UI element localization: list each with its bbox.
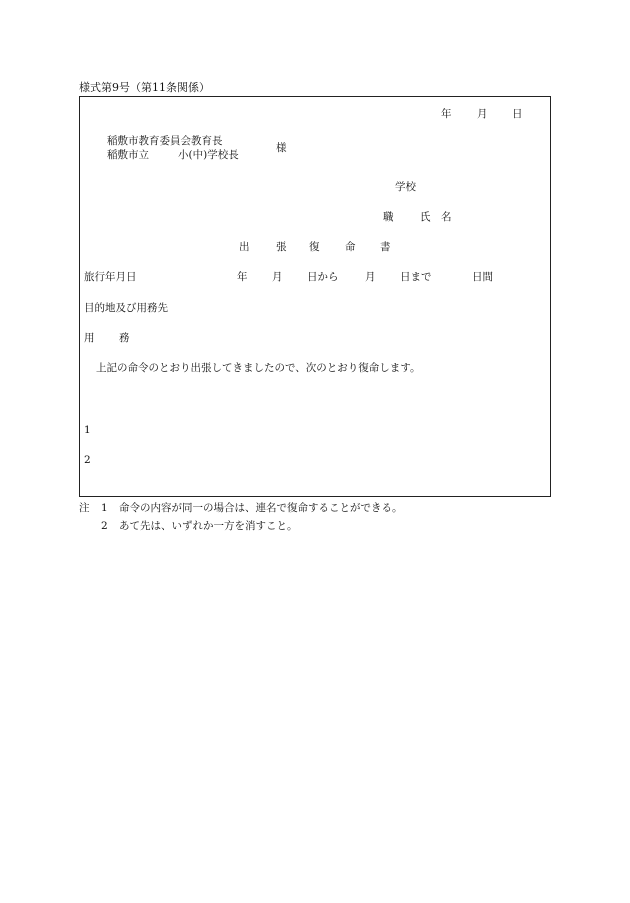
travel-day-until: 日まで	[400, 271, 432, 283]
travel-day-from: 日から	[307, 271, 339, 283]
note-text: 命令の内容が同一の場合は、連名で復命することができる。	[119, 502, 403, 514]
title-char: 書	[380, 241, 391, 253]
travel-date-label: 旅行年月日	[84, 271, 137, 283]
destination-label: 目的地及び用務先	[84, 302, 168, 314]
note-number: 1	[101, 502, 108, 514]
title-char: 出	[239, 241, 250, 253]
business-label-2: 務	[119, 332, 130, 344]
sender-position: 職	[383, 211, 394, 223]
business-label-1: 用	[84, 332, 95, 344]
report-statement: 上記の命令のとおり出張してきましたので、次のとおり復命します。	[96, 362, 421, 374]
sender-name-mei: 名	[441, 211, 452, 223]
title-char: 張	[276, 241, 287, 253]
travel-year: 年	[237, 271, 248, 283]
form-number-label: 様式第9号（第11条関係）	[79, 81, 210, 94]
addressee-honorific: 様	[276, 142, 287, 154]
date-day: 日	[512, 108, 523, 120]
addressee-school: 小(中)学校長	[178, 149, 239, 161]
date-month: 月	[477, 108, 488, 120]
addressee-line1: 稲敷市教育委員会教育長	[107, 135, 223, 147]
report-form	[79, 96, 551, 497]
title-char: 復	[309, 241, 320, 253]
sender-school: 学校	[395, 181, 416, 193]
item-number-1: 1	[84, 424, 91, 436]
date-year: 年	[441, 108, 452, 120]
travel-month-until: 月	[365, 271, 376, 283]
title-char: 命	[345, 241, 356, 253]
travel-days: 日間	[472, 271, 493, 283]
travel-month-from: 月	[272, 271, 283, 283]
item-number-2: 2	[84, 454, 91, 466]
notes-prefix: 注	[79, 502, 90, 514]
note-text: あて先は、いずれか一方を消すこと。	[119, 520, 298, 532]
addressee-city: 稲敷市立	[107, 149, 149, 161]
sender-name-shi: 氏	[420, 211, 431, 223]
note-number: 2	[101, 520, 108, 532]
